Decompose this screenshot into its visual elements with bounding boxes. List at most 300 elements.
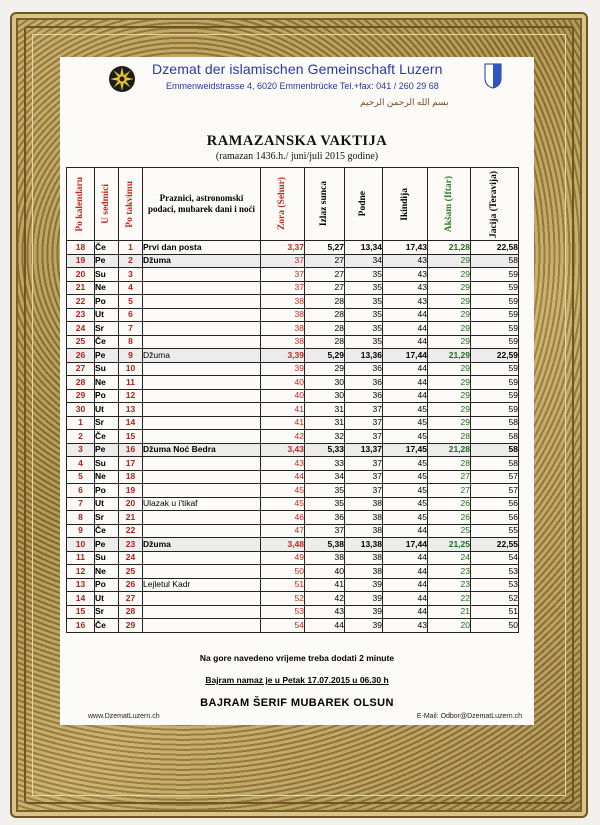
- cell-sedmica: Ut: [95, 592, 119, 606]
- cell-podne: 39: [345, 578, 383, 592]
- cell-praznici: [143, 592, 261, 606]
- table-row: [67, 484, 519, 498]
- cell-izlaz: 30: [305, 376, 345, 390]
- cell-kalendar: 27: [67, 362, 95, 376]
- cell-izlaz: 30: [305, 389, 345, 403]
- cell-jacija: 58: [471, 457, 519, 471]
- cell-podne: 38: [345, 565, 383, 579]
- cell-zora: 3,43: [261, 443, 305, 457]
- cell-izlaz: 34: [305, 470, 345, 484]
- time-adjustment-notice: Na gore navedeno vrijeme treba dodati 2 minute: [199, 653, 395, 663]
- cell-ikindija: 44: [383, 605, 428, 619]
- table-row: [67, 389, 519, 403]
- col-header-izlaz: Izlaz sunca: [305, 168, 345, 241]
- cell-zora: 49: [261, 551, 305, 565]
- cell-takvim: 18: [119, 470, 143, 484]
- cell-sedmica: Če: [95, 524, 119, 538]
- cell-izlaz: 35: [305, 497, 345, 511]
- letterhead: [60, 57, 534, 127]
- cell-ikindija: 17,43: [383, 241, 428, 255]
- cell-ikindija: 44: [383, 308, 428, 322]
- table-row: [67, 376, 519, 390]
- bajram-greeting: BAJRAM ŠERIF MUBAREK OLSUN: [200, 697, 394, 709]
- cell-kalendar: 30: [67, 403, 95, 417]
- cell-ikindija: 44: [383, 389, 428, 403]
- cell-jacija: 53: [471, 578, 519, 592]
- cell-kalendar: 26: [67, 349, 95, 363]
- cell-zora: 3,37: [261, 241, 305, 255]
- cell-kalendar: 29: [67, 389, 95, 403]
- col-header-podne: Podne: [345, 168, 383, 241]
- cell-praznici: [143, 376, 261, 390]
- lucerne-crest-icon: [484, 63, 502, 89]
- table-row: [67, 592, 519, 606]
- cell-sedmica: Pe: [95, 254, 119, 268]
- cell-aksam: 21,29: [428, 349, 471, 363]
- cell-jacija: 22,59: [471, 349, 519, 363]
- cell-jacija: 56: [471, 511, 519, 525]
- cell-takvim: 14: [119, 416, 143, 430]
- cell-sedmica: Po: [95, 389, 119, 403]
- cell-zora: 43: [261, 457, 305, 471]
- cell-jacija: 52: [471, 592, 519, 606]
- cell-praznici: [143, 281, 261, 295]
- cell-zora: 39: [261, 362, 305, 376]
- cell-ikindija: 44: [383, 322, 428, 336]
- cell-takvim: 28: [119, 605, 143, 619]
- cell-podne: 34: [345, 254, 383, 268]
- cell-aksam: 29: [428, 268, 471, 282]
- cell-zora: 54: [261, 619, 305, 633]
- cell-aksam: 27: [428, 484, 471, 498]
- cell-takvim: 1: [119, 241, 143, 255]
- cell-takvim: 4: [119, 281, 143, 295]
- cell-zora: 40: [261, 376, 305, 390]
- cell-praznici: [143, 403, 261, 417]
- cell-podne: 38: [345, 551, 383, 565]
- cell-sedmica: Ne: [95, 281, 119, 295]
- cell-izlaz: 36: [305, 511, 345, 525]
- cell-takvim: 25: [119, 565, 143, 579]
- cell-praznici: [143, 389, 261, 403]
- cell-ikindija: 43: [383, 254, 428, 268]
- cell-aksam: 29: [428, 281, 471, 295]
- cell-sedmica: Pe: [95, 538, 119, 552]
- cell-podne: 38: [345, 511, 383, 525]
- cell-sedmica: Sr: [95, 416, 119, 430]
- cell-aksam: 29: [428, 416, 471, 430]
- cell-aksam: 23: [428, 565, 471, 579]
- cell-sedmica: Su: [95, 457, 119, 471]
- table-row: [67, 362, 519, 376]
- cell-ikindija: 17,44: [383, 349, 428, 363]
- cell-izlaz: 5,29: [305, 349, 345, 363]
- table-row: [67, 322, 519, 336]
- cell-ikindija: 43: [383, 281, 428, 295]
- cell-takvim: 21: [119, 511, 143, 525]
- cell-kalendar: 14: [67, 592, 95, 606]
- cell-aksam: 29: [428, 322, 471, 336]
- cell-podne: 13,37: [345, 443, 383, 457]
- cell-takvim: 9: [119, 349, 143, 363]
- cell-izlaz: 5,38: [305, 538, 345, 552]
- cell-praznici: Džuma Noć Bedra: [143, 443, 261, 457]
- cell-jacija: 59: [471, 335, 519, 349]
- cell-jacija: 50: [471, 619, 519, 633]
- table-row: [67, 511, 519, 525]
- website-link[interactable]: www.DzematLuzern.ch: [88, 713, 160, 720]
- cell-kalendar: 10: [67, 538, 95, 552]
- cell-takvim: 16: [119, 443, 143, 457]
- table-row: [67, 457, 519, 471]
- cell-ikindija: 45: [383, 457, 428, 471]
- cell-jacija: 59: [471, 389, 519, 403]
- cell-praznici: [143, 457, 261, 471]
- cell-izlaz: 27: [305, 281, 345, 295]
- cell-sedmica: Ne: [95, 376, 119, 390]
- table-header-row: [67, 168, 519, 241]
- table-row: [67, 565, 519, 579]
- cell-takvim: 15: [119, 430, 143, 444]
- cell-podne: 36: [345, 389, 383, 403]
- cell-podne: 36: [345, 376, 383, 390]
- cell-zora: 52: [261, 592, 305, 606]
- bajram-prayer-notice: Bajram namaz je u Petak 17.07.2015 u 06.30 h: [205, 675, 389, 685]
- cell-zora: 41: [261, 416, 305, 430]
- cell-ikindija: 17,45: [383, 443, 428, 457]
- cell-takvim: 7: [119, 322, 143, 336]
- cell-takvim: 11: [119, 376, 143, 390]
- col-header-aksam: Akšam (Iftar): [428, 168, 471, 241]
- table-row: [67, 281, 519, 295]
- cell-praznici: [143, 605, 261, 619]
- cell-aksam: 29: [428, 254, 471, 268]
- cell-izlaz: 41: [305, 578, 345, 592]
- table-row: [67, 619, 519, 633]
- cell-kalendar: 18: [67, 241, 95, 255]
- cell-praznici: Ulazak u i'tikaf: [143, 497, 261, 511]
- cell-praznici: Džuma: [143, 254, 261, 268]
- cell-ikindija: 45: [383, 497, 428, 511]
- cell-takvim: 26: [119, 578, 143, 592]
- cell-jacija: 59: [471, 295, 519, 309]
- cell-podne: 38: [345, 497, 383, 511]
- cell-jacija: 59: [471, 376, 519, 390]
- cell-podne: 13,38: [345, 538, 383, 552]
- cell-izlaz: 5,33: [305, 443, 345, 457]
- star-logo-icon: [108, 65, 136, 93]
- cell-aksam: 21,28: [428, 443, 471, 457]
- table-row: [67, 470, 519, 484]
- col-header-ikindija: Ikindija: [383, 168, 428, 241]
- table-row: [67, 403, 519, 417]
- cell-kalendar: 23: [67, 308, 95, 322]
- cell-kalendar: 12: [67, 565, 95, 579]
- cell-zora: 37: [261, 281, 305, 295]
- cell-sedmica: Pe: [95, 443, 119, 457]
- cell-kalendar: 16: [67, 619, 95, 633]
- cell-takvim: 17: [119, 457, 143, 471]
- cell-praznici: [143, 416, 261, 430]
- cell-jacija: 57: [471, 484, 519, 498]
- cell-kalendar: 24: [67, 322, 95, 336]
- cell-takvim: 23: [119, 538, 143, 552]
- col-header-praznici: Praznici, astronomski podaci, mubarek dani i noći: [143, 168, 261, 241]
- cell-ikindija: 45: [383, 484, 428, 498]
- cell-aksam: 21,28: [428, 241, 471, 255]
- cell-podne: 37: [345, 457, 383, 471]
- cell-zora: 37: [261, 268, 305, 282]
- organization-name: Dzemat der islamischen Gemeinschaft Luzern: [152, 61, 443, 77]
- cell-izlaz: 31: [305, 403, 345, 417]
- cell-kalendar: 11: [67, 551, 95, 565]
- cell-jacija: 51: [471, 605, 519, 619]
- cell-kalendar: 3: [67, 443, 95, 457]
- cell-jacija: 53: [471, 565, 519, 579]
- cell-izlaz: 42: [305, 592, 345, 606]
- cell-zora: 41: [261, 403, 305, 417]
- cell-aksam: 29: [428, 308, 471, 322]
- cell-zora: 3,39: [261, 349, 305, 363]
- cell-zora: 40: [261, 389, 305, 403]
- cell-izlaz: 37: [305, 524, 345, 538]
- table-row: [67, 524, 519, 538]
- cell-praznici: [143, 470, 261, 484]
- cell-kalendar: 9: [67, 524, 95, 538]
- cell-kalendar: 6: [67, 484, 95, 498]
- cell-podne: 13,36: [345, 349, 383, 363]
- cell-praznici: Lejletul Kadr: [143, 578, 261, 592]
- cell-izlaz: 40: [305, 565, 345, 579]
- cell-zora: 3,48: [261, 538, 305, 552]
- cell-izlaz: 28: [305, 308, 345, 322]
- cell-zora: 38: [261, 308, 305, 322]
- cell-sedmica: Sr: [95, 322, 119, 336]
- cell-podne: 35: [345, 335, 383, 349]
- cell-kalendar: 7: [67, 497, 95, 511]
- cell-sedmica: Pe: [95, 349, 119, 363]
- cell-jacija: 59: [471, 403, 519, 417]
- organization-address: Emmenweidstrasse 4, 6020 Emmenbrücke Tel.+fax: 041 / 260 29 68: [166, 81, 439, 91]
- cell-podne: 37: [345, 470, 383, 484]
- cell-sedmica: Ut: [95, 403, 119, 417]
- cell-takvim: 8: [119, 335, 143, 349]
- cell-izlaz: 43: [305, 605, 345, 619]
- table-row: [67, 497, 519, 511]
- cell-jacija: 22,58: [471, 241, 519, 255]
- cell-ikindija: 43: [383, 295, 428, 309]
- cell-takvim: 2: [119, 254, 143, 268]
- cell-jacija: 58: [471, 430, 519, 444]
- cell-podne: 35: [345, 322, 383, 336]
- cell-jacija: 58: [471, 443, 519, 457]
- cell-aksam: 28: [428, 430, 471, 444]
- cell-praznici: [143, 295, 261, 309]
- cell-aksam: 27: [428, 470, 471, 484]
- cell-podne: 35: [345, 268, 383, 282]
- cell-izlaz: 5,27: [305, 241, 345, 255]
- cell-kalendar: 21: [67, 281, 95, 295]
- cell-praznici: [143, 308, 261, 322]
- cell-kalendar: 8: [67, 511, 95, 525]
- cell-ikindija: 44: [383, 578, 428, 592]
- cell-ikindija: 43: [383, 619, 428, 633]
- col-header-takvim: Po takvimu: [119, 168, 143, 241]
- cell-aksam: 26: [428, 511, 471, 525]
- cell-praznici: Džuma: [143, 349, 261, 363]
- table-row: [67, 416, 519, 430]
- cell-jacija: 57: [471, 470, 519, 484]
- cell-aksam: 21: [428, 605, 471, 619]
- cell-aksam: 29: [428, 376, 471, 390]
- cell-izlaz: 29: [305, 362, 345, 376]
- cell-sedmica: Sr: [95, 511, 119, 525]
- table-row: [67, 295, 519, 309]
- prayer-times-table: [66, 167, 519, 633]
- cell-sedmica: Sr: [95, 605, 119, 619]
- page-title: RAMAZANSKA VAKTIJA: [206, 133, 388, 149]
- cell-jacija: 56: [471, 497, 519, 511]
- cell-sedmica: Ut: [95, 308, 119, 322]
- cell-sedmica: Po: [95, 578, 119, 592]
- cell-jacija: 58: [471, 416, 519, 430]
- cell-jacija: 59: [471, 362, 519, 376]
- cell-kalendar: 1: [67, 416, 95, 430]
- cell-podne: 38: [345, 524, 383, 538]
- cell-izlaz: 32: [305, 430, 345, 444]
- cell-sedmica: Su: [95, 268, 119, 282]
- cell-aksam: 20: [428, 619, 471, 633]
- cell-ikindija: 44: [383, 592, 428, 606]
- cell-jacija: 58: [471, 254, 519, 268]
- cell-aksam: 29: [428, 403, 471, 417]
- cell-ikindija: 43: [383, 268, 428, 282]
- cell-izlaz: 44: [305, 619, 345, 633]
- table-row: [67, 241, 519, 255]
- cell-takvim: 10: [119, 362, 143, 376]
- cell-takvim: 5: [119, 295, 143, 309]
- cell-ikindija: 44: [383, 376, 428, 390]
- cell-aksam: 21,25: [428, 538, 471, 552]
- cell-aksam: 28: [428, 457, 471, 471]
- cell-aksam: 29: [428, 335, 471, 349]
- cell-podne: 39: [345, 605, 383, 619]
- cell-podne: 39: [345, 592, 383, 606]
- cell-takvim: 19: [119, 484, 143, 498]
- cell-takvim: 20: [119, 497, 143, 511]
- cell-praznici: [143, 511, 261, 525]
- cell-praznici: [143, 362, 261, 376]
- cell-kalendar: 15: [67, 605, 95, 619]
- cell-praznici: [143, 430, 261, 444]
- cell-jacija: 22,55: [471, 538, 519, 552]
- cell-podne: 37: [345, 403, 383, 417]
- cell-izlaz: 33: [305, 457, 345, 471]
- table-row: [67, 538, 519, 552]
- cell-jacija: 59: [471, 308, 519, 322]
- cell-sedmica: Če: [95, 335, 119, 349]
- cell-kalendar: 19: [67, 254, 95, 268]
- cell-takvim: 22: [119, 524, 143, 538]
- cell-zora: 50: [261, 565, 305, 579]
- cell-ikindija: 44: [383, 362, 428, 376]
- cell-podne: 39: [345, 619, 383, 633]
- cell-kalendar: 13: [67, 578, 95, 592]
- cell-izlaz: 28: [305, 295, 345, 309]
- cell-zora: 45: [261, 484, 305, 498]
- table-row: [67, 443, 519, 457]
- cell-aksam: 29: [428, 295, 471, 309]
- cell-sedmica: Če: [95, 430, 119, 444]
- content-area: [60, 57, 534, 725]
- cell-izlaz: 27: [305, 254, 345, 268]
- cell-sedmica: Su: [95, 362, 119, 376]
- cell-podne: 37: [345, 416, 383, 430]
- cell-ikindija: 17,44: [383, 538, 428, 552]
- cell-takvim: 6: [119, 308, 143, 322]
- cell-sedmica: Po: [95, 295, 119, 309]
- cell-zora: 51: [261, 578, 305, 592]
- col-header-jacija: Jacija (Teravija): [471, 168, 519, 241]
- col-header-kalendar: Po kalendaru: [67, 168, 95, 241]
- cell-izlaz: 31: [305, 416, 345, 430]
- cell-kalendar: 22: [67, 295, 95, 309]
- cell-aksam: 24: [428, 551, 471, 565]
- cell-praznici: Prvi dan posta: [143, 241, 261, 255]
- cell-zora: 47: [261, 524, 305, 538]
- cell-ikindija: 44: [383, 565, 428, 579]
- cell-izlaz: 35: [305, 484, 345, 498]
- cell-praznici: [143, 565, 261, 579]
- cell-zora: 45: [261, 497, 305, 511]
- table-row: [67, 335, 519, 349]
- cell-jacija: 59: [471, 268, 519, 282]
- cell-aksam: 22: [428, 592, 471, 606]
- cell-jacija: 59: [471, 322, 519, 336]
- cell-praznici: [143, 335, 261, 349]
- cell-podne: 37: [345, 430, 383, 444]
- cell-praznici: [143, 619, 261, 633]
- cell-takvim: 24: [119, 551, 143, 565]
- cell-ikindija: 44: [383, 524, 428, 538]
- cell-praznici: [143, 268, 261, 282]
- cell-jacija: 59: [471, 281, 519, 295]
- cell-kalendar: 25: [67, 335, 95, 349]
- cell-izlaz: 38: [305, 551, 345, 565]
- cell-sedmica: Če: [95, 619, 119, 633]
- cell-kalendar: 20: [67, 268, 95, 282]
- cell-kalendar: 5: [67, 470, 95, 484]
- table-row: [67, 349, 519, 363]
- cell-praznici: [143, 551, 261, 565]
- cell-sedmica: Ne: [95, 565, 119, 579]
- cell-jacija: 54: [471, 551, 519, 565]
- cell-ikindija: 44: [383, 335, 428, 349]
- table-row: [67, 605, 519, 619]
- cell-takvim: 13: [119, 403, 143, 417]
- cell-praznici: [143, 322, 261, 336]
- table-row: [67, 430, 519, 444]
- cell-aksam: 29: [428, 362, 471, 376]
- cell-podne: 35: [345, 295, 383, 309]
- cell-sedmica: Ne: [95, 470, 119, 484]
- cell-kalendar: 2: [67, 430, 95, 444]
- cell-sedmica: Če: [95, 241, 119, 255]
- cell-aksam: 26: [428, 497, 471, 511]
- cell-ikindija: 45: [383, 470, 428, 484]
- table-row: [67, 551, 519, 565]
- email-link[interactable]: E-Mail: Odbor@DzematLuzern.ch: [416, 713, 522, 720]
